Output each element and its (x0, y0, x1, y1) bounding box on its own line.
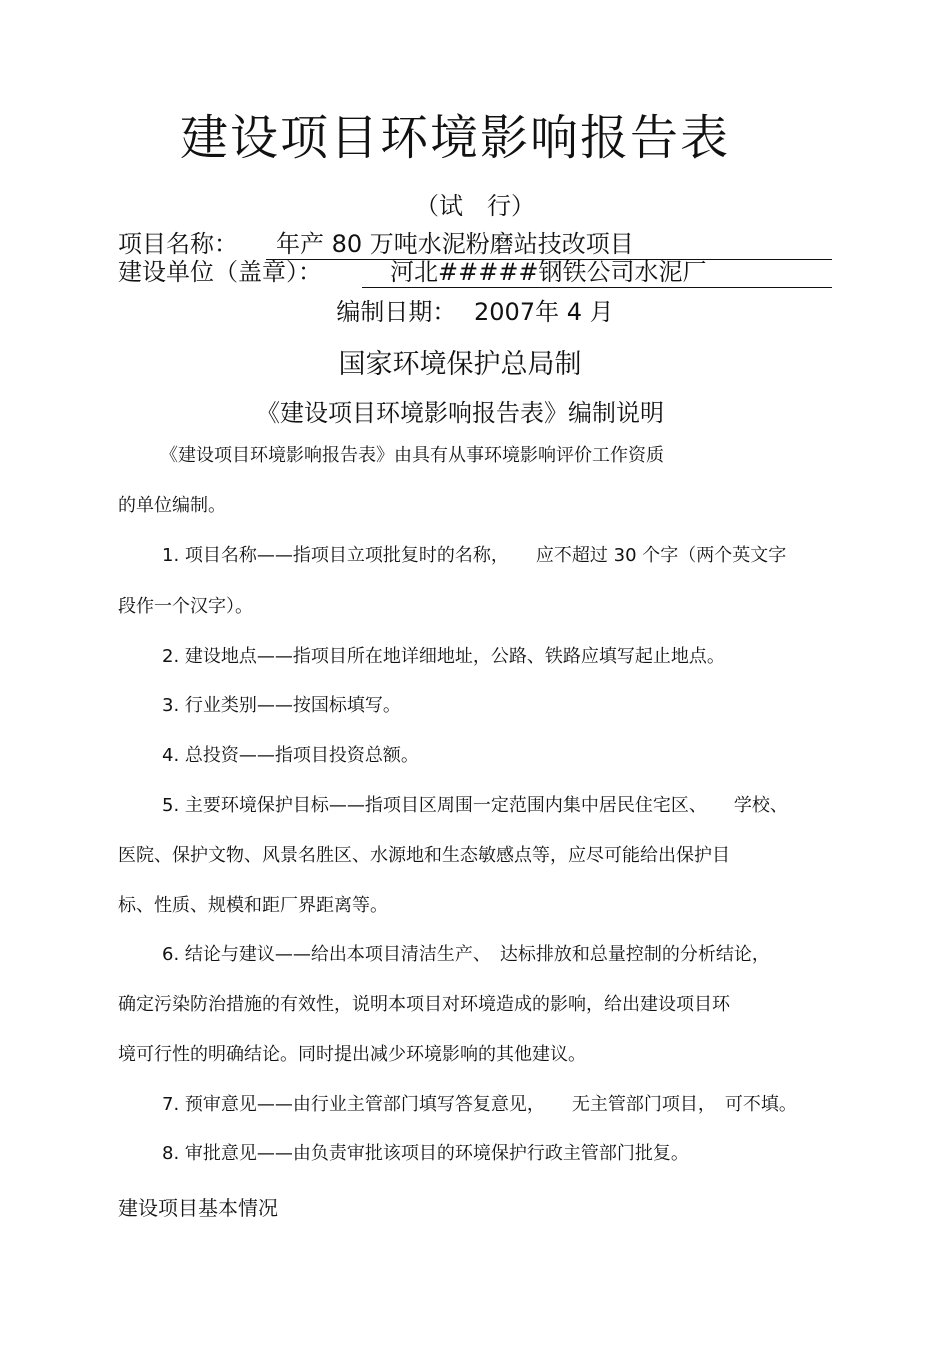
instruction-line: 医院、保护文物、风景名胜区、水源地和生态敏感点等，应尽可能给出保护目 (118, 845, 730, 866)
instruction-line: 的单位编制。 (118, 495, 226, 516)
instruction-line: 境可行性的明确结论。同时提出减少环境影响的其他建议。 (118, 1044, 586, 1065)
section-heading: 建设项目基本情况 (118, 1196, 278, 1220)
instruction-line: 确定污染防治措施的有效性，说明本项目对环境造成的影响，给出建设项目环 (118, 994, 730, 1015)
compile-date-label: 编制日期： (336, 298, 457, 326)
compile-date-value: 2007年 4 月 (474, 298, 614, 326)
instruction-line: 7. 预审意见——由行业主管部门填写答复意见， 无主管部门项目， 可不填。 (162, 1094, 797, 1115)
project-name-label: 项目名称： (118, 230, 238, 258)
project-name-value: 年产 80 万吨水泥粉磨站技改项目 (266, 224, 832, 260)
instruction-line: 4. 总投资——指项目投资总额。 (162, 745, 419, 766)
instruction-line: 《建设项目环境影响报告表》由具有从事环境影响评价工作资质 (160, 445, 664, 466)
issuer: 国家环境保护总局制 (338, 349, 582, 380)
instruction-line: 5. 主要环境保护目标——指项目区周围一定范围内集中居民住宅区、 学校、 (162, 795, 788, 816)
instruction-line: 3. 行业类别——按国标填写。 (162, 695, 401, 716)
instruction-line: 标、性质、规模和距厂界距离等。 (118, 895, 388, 916)
instruction-line: 6. 结论与建议——给出本项目清洁生产、 达标排放和总量控制的分析结论， (162, 944, 770, 965)
instruction-line: 段作一个汉字）。 (118, 596, 253, 617)
compile-date (0, 292, 950, 327)
instructions-title: 《建设项目环境影响报告表》编制说明 (256, 399, 664, 427)
construction-unit-value: 河北#####钢铁公司水泥厂 (362, 252, 832, 288)
instruction-line: 8. 审批意见——由负责审批该项目的环境保护行政主管部门批复。 (162, 1143, 689, 1164)
trial-note: （试 行） (415, 192, 535, 220)
report-title: 建设项目环境影响报告表 (179, 110, 730, 166)
instruction-line: 1. 项目名称——指项目立项批复时的名称， 应不超过 30 个字（两个英文字 (162, 545, 787, 566)
instruction-line: 2. 建设地点——指项目所在地详细地址，公路、铁路应填写起止地点。 (162, 646, 725, 667)
construction-unit-label: 建设单位（盖章）： (118, 258, 322, 286)
